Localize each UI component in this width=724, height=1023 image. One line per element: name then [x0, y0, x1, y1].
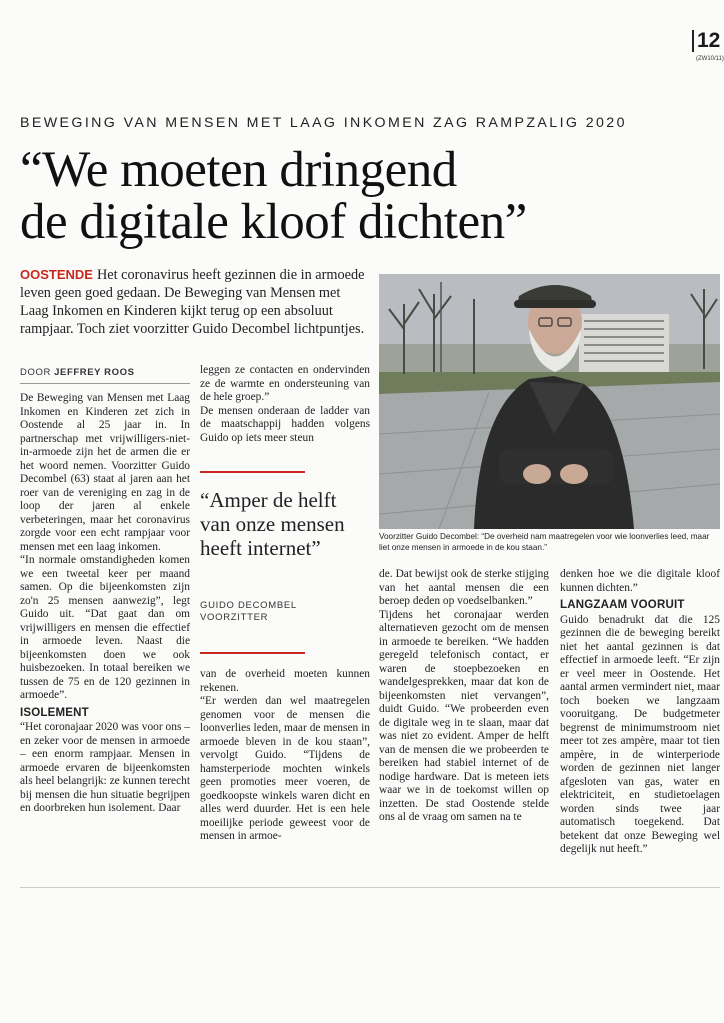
dateline-location: OOSTENDE: [20, 267, 93, 282]
paragraph: Guido benadrukt dat die 125 gezinnen die de beweging bereikt niet het aantal gezinnen is dat effectief in armoede leeft. “Er zijn er veel meer in Oostende. Het aantal armen vermindert niet, maar toch boeken we langzaam vooruitgang. De budgetmeter begrenst de minimumstroom niet meer tot zes ampère, maar tot tien ampère, in de winterperiode worden de gezinnen niet langer afgesloten van gas, water en elektriciteit, en studietoelagen worden sinds twee jaar automatisch toegekend. Dat betekent dat onze Beweging wel degelijk nut heeft.”: [560, 613, 720, 855]
paragraph: “Er werden dan wel maatregelen genomen voor de mensen die loonverlies leden, maar de mensen in armoede bleven in de kou staan”, vervolgt Guido. “Tijdens de hamsterperiode mochten winkels geen promoties meer voeren, de goedkoopste winkels waren dicht en alles werd duurder. Het is een hele moeilijke periode geweest voor de mensen in armoe-: [200, 695, 370, 842]
article-column-3: [379, 568, 549, 825]
paragraph: De Beweging van Mensen met Laag Inkomen en Kinderen zet zich in Oostende al 25 jaar in. In partnerschap met vrijwilligers-niet-in-armoede zijn het de armen die er het woord nemen. Voorzitter Guido Decombel (63) staat al jaren aan het roer van de vereniging en zag in de loop der jaren al enkele verbeteringen, maar het coronavirus zorgde voor een echt rampjaar voor mensen met een laag inkomen.: [20, 392, 190, 553]
paragraph: Tijdens het coronajaar werden alternatieven gezocht om de mensen in armoede te bereiken. “We hadden geregeld telefonisch contact, er waren de stoepbezoeken en wandelgesprekken, maar dat kon de bijeenkomsten niet vervangen”, duidt Guido. “We probeerden even de digitale weg in te slaan, maar dat was niet zo evident. Amper de helft van de mensen die we probeerden te bereiken had stabiel internet of de nodige hardware. Dat is meteen iets waar we in de toekomst willen op inzetten. De stad Oostende stelde ons al de vraag om samen na te: [379, 608, 549, 823]
article-kicker: BEWEGING VAN MENSEN MET LAAG INKOMEN ZAG RAMPZALIG 2020: [20, 115, 627, 131]
paragraph: De mensen onderaan de ladder van de maatschappij hadden volgens Guido op iets meer steun: [200, 404, 370, 444]
article-column-1: [20, 392, 190, 816]
headline-line-2: de digitale kloof dichten”: [20, 194, 527, 250]
paragraph: denken hoe we die digitale kloof kunnen dichten.”: [560, 568, 720, 594]
edition-code: (ZW10/11): [696, 56, 724, 62]
subheading-isolement: ISOLEMENT: [20, 706, 89, 719]
page-number: 12: [692, 30, 720, 52]
photo-caption: Voorzitter Guido Decombel: “De overheid nam maatregelen voor wie loonverlies leed, maar liet onze mensen in armoede in de kou staan.”: [379, 532, 710, 552]
pullquote-rule-bottom: [200, 652, 305, 654]
pullquote-author-role: VOORZITTER: [200, 612, 269, 623]
paragraph: leggen ze contacten en ondervinden ze de warmte en ondersteuning van de hele groep.”: [200, 364, 370, 403]
paragraph: van de overheid moeten kunnen rekenen.: [200, 668, 370, 694]
article-photo: [379, 274, 720, 529]
byline-author: JEFFREY ROOS: [54, 367, 135, 378]
pullquote-author: [200, 600, 370, 624]
paragraph: “Het coronajaar 2020 was voor ons – en zeker voor de mensen in armoede – een enorm rampjaar. Mensen in armoede ervaren de bijeenkomsten als heel belangrijk: ze kunnen terecht bij mensen die hun situatie begrijpen en doorbreken hun isolement. Daar: [20, 721, 190, 814]
headline-line-1: “We moeten dringend: [20, 142, 457, 198]
byline: [20, 367, 135, 378]
pullquote-author-name: GUIDO DECOMBEL: [200, 600, 297, 611]
byline-divider: [20, 383, 190, 384]
subheading-langzaam-vooruit: LANGZAAM VOORUIT: [560, 599, 685, 611]
bottom-divider: [20, 887, 720, 888]
article-column-2-top: [200, 364, 370, 445]
paragraph: de. Dat bewijst ook de sterke stijging van het aantal mensen die een beroep deden op voedselbanken.”: [379, 568, 549, 607]
paragraph: “In normale omstandigheden komen we een tweetal keer per maand samen. Op die bijeenkomsten zijn zo'n 25 mensen aanwezig”, legt Guido uit. “Dat gaat dan om vrijwilligers en mensen die effectief in armoede leven. Naast die bijeenkomsten doen we ook huisbezoeken. In totaal bereiken we tussen de 75 en de 120 gezinnen in armoede”.: [20, 554, 190, 701]
intro-text: Het coronavirus heeft gezinnen die in armoede leven geen goed gedaan. De Beweging van Mensen met Laag Inkomen en Kinderen kijkt terug op een absoluut rampjaar. Toch ziet voorzitter Guido Decombel lichtpuntjes.: [20, 267, 365, 337]
pullquote-rule-top: [200, 471, 305, 473]
pullquote: “Amper de helft van onze mensen heeft internet”: [200, 488, 345, 560]
byline-prefix: DOOR: [20, 367, 51, 378]
intro-lead: [20, 266, 372, 338]
article-column-4: [560, 568, 720, 857]
headline: [20, 144, 720, 248]
article-column-2-bottom: [200, 668, 370, 844]
